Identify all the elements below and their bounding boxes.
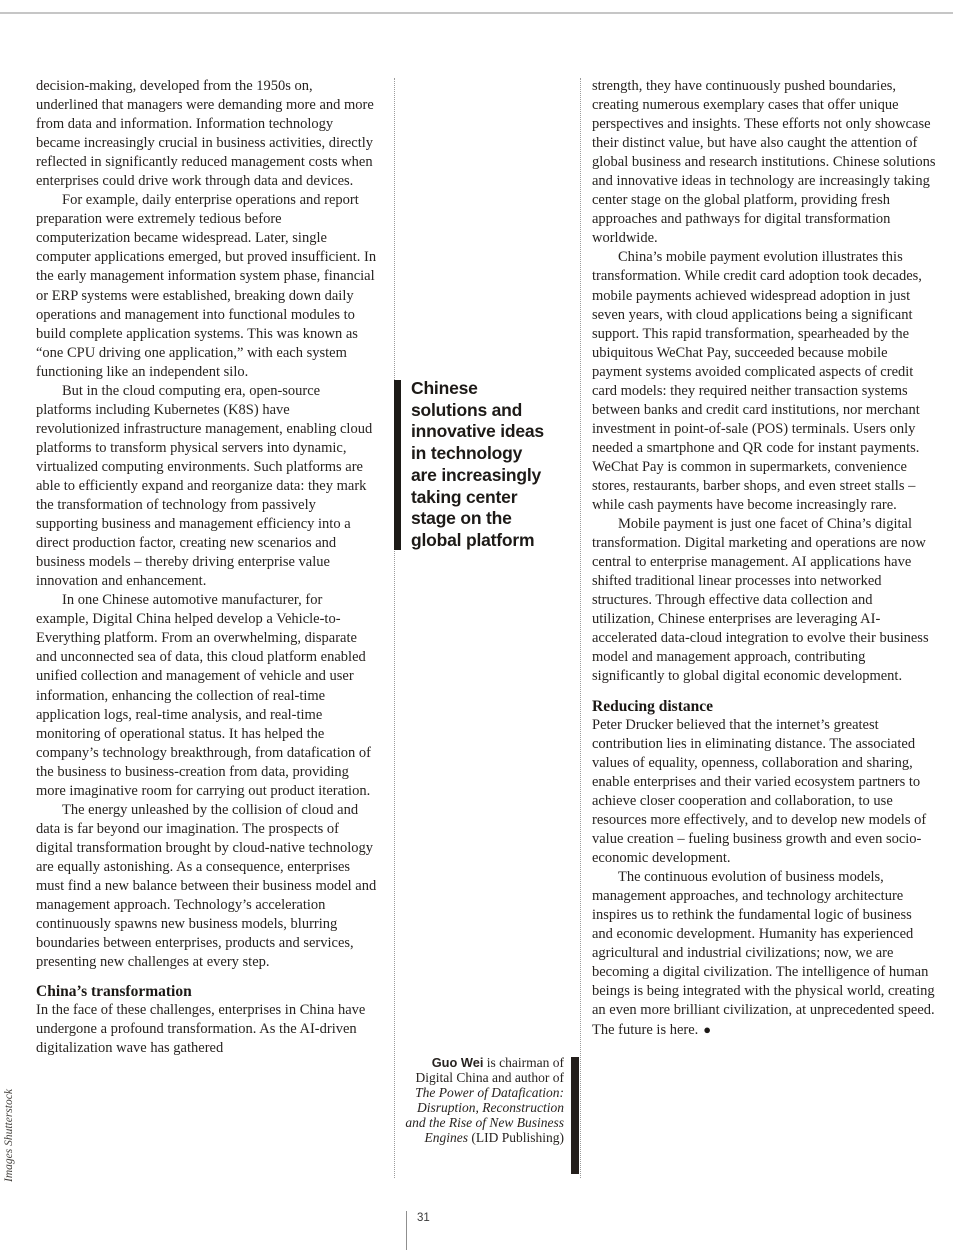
author-bio-text: is chairman of Digital China and author of [415,1055,564,1085]
author-bio [398,1056,564,1145]
body-paragraph: In one Chinese automotive manufacturer, for example, Digital China helped develop a Vehicle-to-Everything platform. From an overwhelming, disparate and unconnected sea of data, this cloud platform enabled unified collection and management of vehicle and user information, enhancing the collection of real-time application logs, real-time analysis, and real-time monitoring of operational status. It has helped the company’s technology breakthrough, from datafication of the business to business-creation from data, providing more imaginative room for carrying out product iteration. [36,592,372,799]
body-paragraph: Mobile payment is just one facet of China’s digital transformation. Digital marketing and operations are now central to enterprise management. AI applications have shifted traditional linear processes into networked structures. Through effective data collection and utilization, Chinese enterprises are leveraging AI-accelerated data-cloud integration to evolve their business model and management approach, contributing significantly to global digital economic development. [592,516,929,685]
column-separator-right [580,78,581,1178]
body-paragraph: China’s mobile payment evolution illustrates this transformation. While credit card adoption took decades, mobile payments achieved widespread adoption in just seven years, with cloud applications being a significant support. This rapid transformation, spearheaded by the ubiquitous WeChat Pay, succeeded because mobile payment systems avoided complicated aspects of credit card models: they required neither transaction systems between banks and credit card institutions, nor merchant investment in point-of-sale (POS) terminals. Users only needed a smartphone and QR code for instant payments. WeChat Pay is common in supermarkets, convenience stores, restaurants, barber shops, and even street stalls – while cash payments have become increasingly rare. [592,249,922,514]
page-number: 31 [417,1212,430,1224]
body-paragraph: strength, they have continuously pushed boundaries, creating numerous exemplary cases that offer unique perspectives and insights. These efforts not only showcase their distinct value, but have also caught the attention of global business and research institutions. Chinese solutions and innovative ideas in technology are increasingly taking center stage on the global platform, providing fresh approaches and pathways for digital transformation worldwide. [592,78,936,247]
column-separator-left [394,78,395,1178]
body-paragraph: The energy unleashed by the collision of cloud and data is far beyond our imagination. The prospects of digital transformation brought by cloud-native technology are equally astonishing. As a consequence, enterprises must find a new balance between their business model and management approach. Technology’s acceleration continuously spawns new business models, blurring boundaries between enterprises, products and services, presenting new challenges at every step. [36,801,377,971]
body-paragraph: Peter Drucker believed that the internet’s greatest contribution lies in eliminating distance. The associated values of equality, openness, collaboration and sharing, enable enterprises and their varied ecosystem partners to achieve closer cooperation and collaboration, to use resources more effectively, and to develop new models of value creation – fueling business growth and even socio-economic development. [592,716,927,866]
book-title: The Power of Datafication: Disruption, Reconstruction and the Rise of New Business Engines [405,1084,564,1145]
section-heading-chinas-transformation: China’s transformation [36,983,192,1001]
page-top-rule [0,12,953,14]
body-paragraph: For example, daily enterprise operations and report preparation were extremely tedious before computerization became widespread. Later, single computer applications emerged, but proved insufficient. In the early management information system phase, financial or ERP systems were established, breaking down daily operations and management into functional modules to build complete application systems. This was known as “one CPU driving one application,” with each system functioning like an independent silo. [36,192,377,380]
left-column [36,77,377,1058]
pull-quote [394,378,570,552]
body-paragraph: In the face of these challenges, enterprises in China have undergone a profound transformation. As the AI-driven digitalization wave has gathered [36,1002,366,1057]
photo-credit: Images Shutterstock [3,1089,15,1182]
right-column [592,77,936,1040]
pull-quote-text: Chinese solutions and innovative ideas in technology are increasingly taking center stage on the global platform [411,378,544,550]
pull-quote-accent-bar [394,380,401,550]
author-bio-publisher: (LID Publishing) [468,1129,564,1145]
folio-rule [406,1211,407,1250]
end-of-article-icon: ● [703,1022,712,1038]
section-heading-reducing-distance: Reducing distance [592,697,713,715]
body-paragraph-text: The continuous evolution of business models, management approaches, and technology architecture inspires us to rethink the fundamental logic of business and economic development. Humanity has experienced agricultural and industrial civilizations; now, we are becoming a digital civilization. The intelligence of human beings is being integrated with the physical world, creating an even more brilliant civilization, at unprecedented speed. The future is here. [592,868,935,1039]
body-paragraph: decision-making, developed from the 1950s on, underlined that managers were demanding more and more from data and information. Information technology became increasingly crucial in business activities, directly reflected in significantly reduced management costs when enterprises could drive work through data and devices. [36,78,374,190]
author-bio-accent-bar [571,1057,579,1174]
body-paragraph: But in the cloud computing era, open-source platforms including Kubernetes (K8S) have revolutionized infrastructure management, enabling cloud platforms to transform physical servers into dynamic, virtualized computing environments. Such platforms are able to efficiently expand and reorganize data: they mark the transformation of technology from passively supporting business and management efficiency into a direct production factor, creating new scenarios and business models – thereby driving enterprise value innovation and enhancement. [36,382,373,590]
body-paragraph [592,868,936,1040]
author-name: Guo Wei [431,1055,484,1070]
